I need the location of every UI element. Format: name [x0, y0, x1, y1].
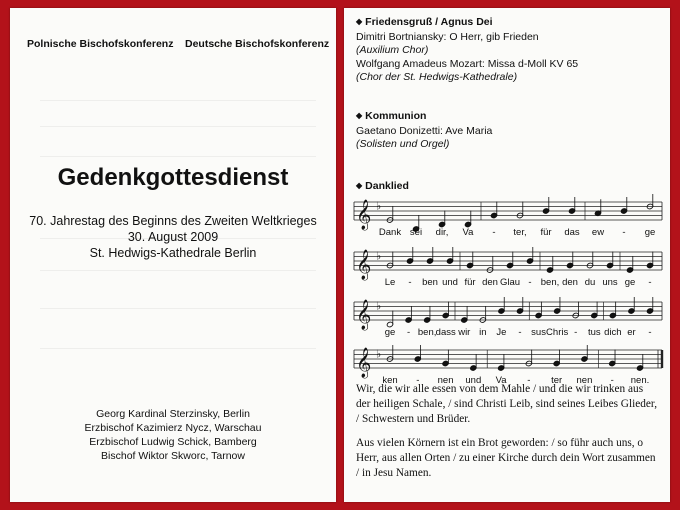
bishop-line: Georg Kardinal Sterzinsky, Berlin — [96, 408, 250, 420]
flat-icon: ♭ — [376, 299, 382, 313]
subtitle-date: 30. August 2009 — [127, 230, 219, 244]
flat-icon: ♭ — [376, 249, 382, 263]
flat-icon: ♭ — [376, 199, 382, 213]
lyric-syllable: ben, — [417, 327, 437, 338]
lyric-syllable: uns — [602, 277, 618, 288]
music-staff — [350, 194, 666, 246]
lyric-syllable: dass — [435, 327, 456, 338]
lyric-syllable: und — [442, 277, 458, 288]
lyric-syllable: Va — [495, 375, 507, 386]
lyric-syllable: - — [648, 277, 652, 288]
program-performer: (Solisten und Orgel) — [356, 138, 450, 150]
section-heading-danklied: ◆ Danklied — [356, 180, 409, 192]
lyric-syllable: er — [627, 327, 636, 338]
lyric-syllable: - — [416, 375, 420, 386]
subtitle-occasion: 70. Jahrestag des Beginns des Zweiten Weltkrieges — [29, 214, 317, 228]
conference-polish: Polnische Bischofskonferenz — [27, 38, 174, 50]
conference-german: Deutsche Bischofskonferenz — [185, 38, 330, 50]
lyric-syllable: Je — [496, 327, 507, 338]
section-heading-agnus-dei: ◆ Friedensgruß / Agnus Dei — [356, 16, 493, 28]
bishop-line: Erzbischof Kazimierz Nycz, Warschau — [84, 422, 262, 434]
music-staff — [350, 294, 666, 346]
lyric-syllable: ben, — [540, 277, 560, 288]
diamond-icon: ◆ — [356, 181, 363, 190]
lyric-syllable: den — [562, 277, 578, 288]
hymn-verse: Wir, die wir alle essen von dem Mahle / und die wir trinken aus der heiligen Schale, / sind Christi Leib, sind seines Leibes Glieder, / Schwestern und Brüder. — [356, 383, 658, 426]
lyric-syllable: - — [610, 375, 614, 386]
lyric-syllable: Dank — [378, 227, 402, 238]
lyric-syllable: dich — [604, 327, 622, 338]
lyric-syllable: sei — [409, 227, 423, 238]
lyric-syllable: - — [648, 327, 652, 338]
lyric-syllable: für — [464, 277, 476, 288]
program-item: Gaetano Donizetti: Ave Maria — [356, 125, 493, 137]
treble-clef-icon: 𝄞 — [356, 200, 372, 230]
lyric-syllable: - — [518, 327, 522, 338]
lyric-syllable: Le — [384, 277, 396, 288]
lyric-syllable: Chris — [546, 327, 569, 338]
treble-clef-icon: 𝄞 — [356, 348, 372, 378]
lyric-syllable: tus — [587, 327, 601, 338]
lyric-syllable: und — [465, 375, 482, 386]
lyric-syllable: du — [584, 277, 596, 288]
program-performer: (Chor der St. Hedwigs-Kathedrale) — [356, 71, 518, 83]
lyric-syllable: nen — [576, 375, 593, 386]
lyric-syllable: - — [406, 327, 411, 338]
lyric-syllable: - — [527, 375, 531, 386]
lyric-syllable: dir, — [435, 227, 449, 238]
left-page — [10, 8, 336, 502]
program-item: Wolfgang Amadeus Mozart: Missa d-Moll KV 65 — [356, 58, 579, 70]
lyric-syllable: - — [408, 277, 412, 288]
lyric-syllable: Glau — [499, 277, 521, 288]
lyric-syllable: ew — [591, 227, 605, 238]
treble-clef-icon: 𝄞 — [356, 250, 372, 280]
music-staff — [350, 244, 666, 296]
bishop-line: Erzbischof Ludwig Schick, Bamberg — [89, 436, 257, 448]
section-heading-kommunion: ◆ Kommunion — [356, 110, 427, 122]
diamond-icon: ◆ — [356, 17, 363, 26]
lyric-syllable: das — [564, 227, 580, 238]
lyric-syllable: - — [528, 277, 532, 288]
lyric-syllable: wir — [458, 327, 471, 338]
program-item: Dimitri Bortniansky: O Herr, gib Frieden — [356, 31, 539, 43]
lyric-syllable: ter, — [513, 227, 527, 238]
lyric-syllable: Va — [462, 227, 474, 238]
lyric-syllable: - — [574, 327, 578, 338]
subtitle-venue: St. Hedwigs-Kathedrale Berlin — [89, 246, 257, 260]
page-title: Gedenkgottesdienst — [57, 164, 289, 191]
lyric-syllable: in — [479, 327, 487, 338]
hymn-verse: Aus vielen Körnern ist ein Brot geworden: / so führ auch uns, o Herr, aus allen Orten / zu einer Kirche durch dein Wort zusammen / in Jesu Namen. — [356, 437, 656, 480]
lyric-syllable: ge — [624, 277, 636, 288]
lyric-syllable: - — [622, 227, 626, 238]
lyric-syllable: ben — [422, 277, 438, 288]
flat-icon: ♭ — [376, 347, 382, 361]
lyric-syllable: nen. — [630, 375, 650, 386]
lyric-syllable: den — [482, 277, 498, 288]
lyric-syllable: ken — [382, 375, 398, 386]
diamond-icon: ◆ — [356, 111, 363, 120]
bishop-line: Bischof Wiktor Skworc, Tarnow — [101, 450, 245, 462]
lyric-syllable: für — [540, 227, 552, 238]
lyric-syllable: ter — [551, 375, 563, 386]
right-page — [344, 8, 670, 502]
lyric-syllable: nen — [437, 375, 454, 386]
program-performer: (Auxilium Chor) — [356, 44, 429, 56]
lyric-syllable: - — [492, 227, 496, 238]
lyric-syllable: sus — [531, 327, 546, 338]
treble-clef-icon: 𝄞 — [356, 300, 372, 330]
lyric-syllable: ge — [644, 227, 656, 238]
lyric-syllable: ge — [384, 327, 396, 338]
